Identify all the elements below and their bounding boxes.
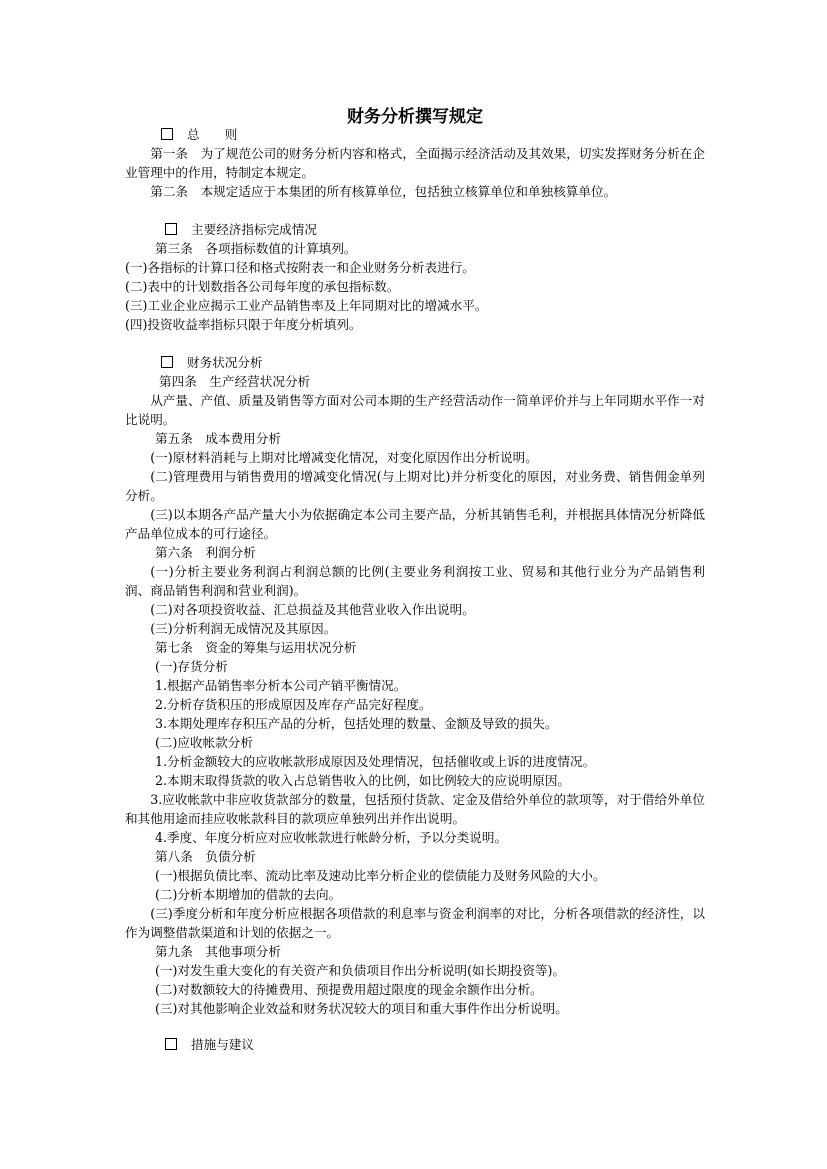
article-6-item-2: (二)对各项投资收益、汇总损益及其他营业收入作出说明。 <box>150 602 475 617</box>
article-7-receivables: (二)应收帐款分析 <box>155 735 253 750</box>
article-7-inventory: (一)存货分析 <box>155 659 228 674</box>
article-1: 第一条 为了规范公司的财务分析内容和格式，全面揭示经济活动及其效果，切实发挥财务分析在企业管理中的作用，特制定本规定。 <box>125 146 705 180</box>
checkbox-icon <box>161 128 173 140</box>
page-title: 财务分析撰写规定 <box>347 107 483 127</box>
article-3-item-2: (二)表中的计划数指各公司每年度的承包指标数。 <box>125 279 400 294</box>
section-heading-general: 总 则 <box>161 125 237 144</box>
article-7-receivables-2: 2.本期末取得货款的收入占总销售收入的比例，如比例较大的应说明原因。 <box>155 773 571 788</box>
section-heading-financial-status: 财务状况分析 <box>161 353 263 372</box>
section-heading-measures: 措施与建议 <box>165 1035 254 1054</box>
article-8: 第八条 负债分析 <box>155 849 256 864</box>
article-7-inventory-3: 3.本期处理库存积压产品的分析，包括处理的数量、金额及导致的损失。 <box>155 716 558 731</box>
article-4-text: 从产量、产值、质量及销售等方面对公司本期的生产经营活动作一简单评价并与上年同期水平作一对比说明。 <box>125 393 705 427</box>
article-9: 第九条 其他事项分析 <box>155 944 281 959</box>
article-6-item-1: (一)分析主要业务利润占利润总额的比例(主要业务利润按工业、贸易和其他行业分为产品销售利润、商品销售利润和营业利润)。 <box>125 564 705 598</box>
article-9-item-2: (二)对数额较大的待摊费用、预提费用超过限度的现金余额作出分析。 <box>155 982 543 997</box>
article-7-receivables-4: 4.季度、年度分析应对应收帐款进行帐龄分析，予以分类说明。 <box>155 830 508 845</box>
checkbox-icon <box>165 223 177 235</box>
article-5-item-1: (一)原材料消耗与上期对比增减变化情况，对变化原因作出分析说明。 <box>150 450 538 465</box>
checkbox-icon <box>161 356 173 368</box>
article-7-inventory-1: 1.根据产品销售率分析本公司产销平衡情况。 <box>155 678 407 693</box>
article-7-receivables-3: 3.应收帐款中非应收货款部分的数量，包括预付货款、定金及借给外单位的款项等，对于借给外单位和其他用途而挂应收帐款科目的款项应单独列出并作出说明。 <box>125 792 705 826</box>
article-4: 第四条 生产经营状况分析 <box>159 374 311 389</box>
article-7-inventory-2: 2.分析存货积压的形成原因及库存产品完好程度。 <box>155 697 432 712</box>
article-3-item-3: (三)工业企业应揭示工业产品销售率及上年同期对比的增减水平。 <box>125 298 488 313</box>
checkbox-icon <box>165 1038 177 1050</box>
article-3-item-1: (一)各指标的计算口径和格式按附表一和企业财务分析表进行。 <box>125 260 475 275</box>
article-5-item-3: (三)以本期各产品产量大小为依据确定本公司主要产品，分析其销售毛利，并根据具体情况分析降低产品单位成本的可行途径。 <box>125 507 705 541</box>
article-3: 第三条 各项指标数值的计算填列。 <box>155 241 357 256</box>
article-9-item-1: (一)对发生重大变化的有关资产和负债项目作出分析说明(如长期投资等)。 <box>155 963 566 978</box>
article-7-receivables-1: 1.分析金额较大的应收帐款形成原因及处理情况，包括催收或上诉的进度情况。 <box>155 754 596 769</box>
article-7: 第七条 资金的筹集与运用状况分析 <box>155 640 357 655</box>
article-8-item-2: (二)分析本期增加的借款的去向。 <box>155 887 342 902</box>
article-2: 第二条 本规定适应于本集团的所有核算单位，包括独立核算单位和单独核算单位。 <box>150 184 617 199</box>
article-6-item-3: (三)分析利润无成情况及其原因。 <box>150 621 337 636</box>
article-3-item-4: (四)投资收益率指标只限于年度分析填列。 <box>125 317 362 332</box>
section-heading-indicators: 主要经济指标完成情况 <box>165 220 317 239</box>
article-5: 第五条 成本费用分析 <box>155 431 281 446</box>
article-8-item-3: (三)季度分析和年度分析应根据各项借款的利息率与资金利润率的对比，分析各项借款的经济性，以作为调整借款渠道和计划的依据之一。 <box>125 906 705 940</box>
article-9-item-3: (三)对其他影响企业效益和财务状况较大的项目和重大事件作出分析说明。 <box>155 1001 568 1016</box>
article-6: 第六条 利润分析 <box>155 545 256 560</box>
article-8-item-1: (一)根据负债比率、流动比率及速动比率分析企业的偿债能力及财务风险的大小。 <box>155 868 606 883</box>
article-5-item-2: (二)管理费用与销售费用的增减变化情况(与上期对比)并分析变化的原因，对业务费、销售佣金单列分析。 <box>125 469 705 503</box>
